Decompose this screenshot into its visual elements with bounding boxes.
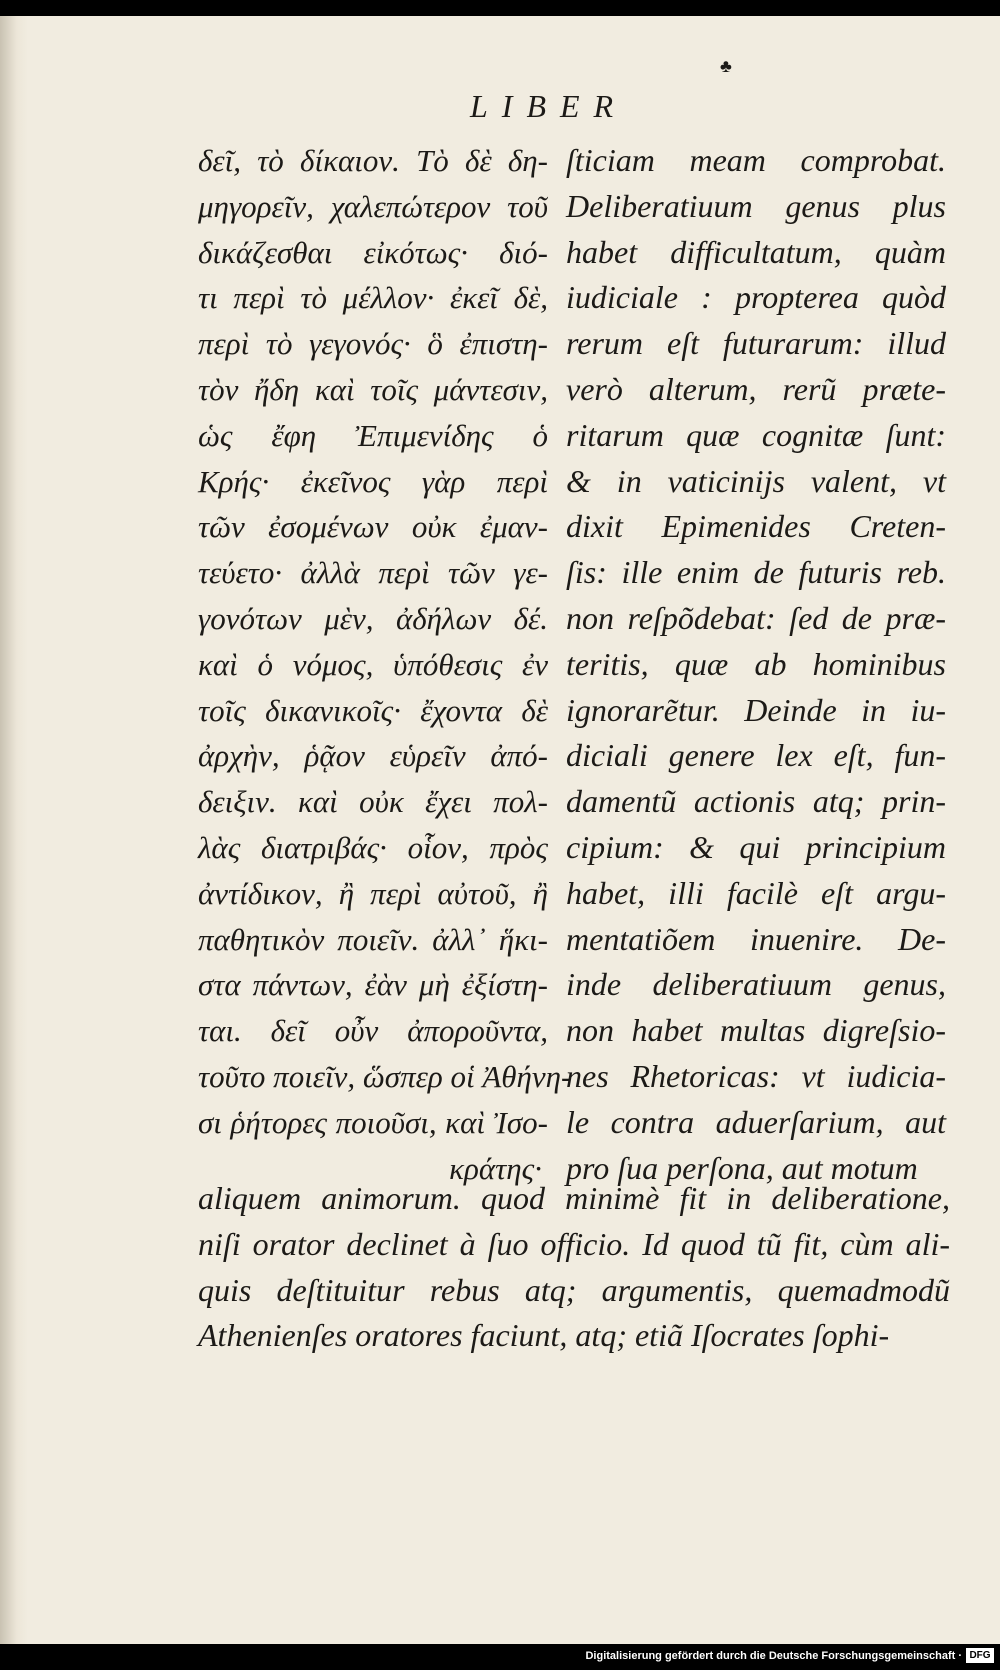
greek-text-line: σι ῥήτορες ποιοῦσι, καὶ Ἰσο-: [198, 1104, 548, 1140]
greek-text-line: γονότων μὲν, ἀδήλων δέ.: [198, 600, 548, 636]
latin-text-full-line: aliquem animorum. quod minimè fit in deliberatione,: [198, 1180, 950, 1216]
page-gutter: [0, 16, 28, 1644]
latin-text-line: Deliberatiuum genus plus: [566, 187, 946, 224]
greek-text-line: ἀντίδικον, ἢ περὶ αὐτοῦ, ἢ: [198, 875, 548, 911]
latin-text-line: diciali genere lex eſt, fun-: [566, 737, 946, 774]
latin-text-line: ignorarẽtur. Deinde in iu-: [566, 691, 946, 728]
greek-text-line: τοῦτο ποιεῖν, ὥσπερ οἱ Ἀθήνη-: [198, 1058, 572, 1094]
book-page: [0, 16, 1000, 1644]
latin-text-line: habet, illi facilè eſt argu-: [566, 874, 946, 911]
latin-text-line: non reſpõdebat: ſed de præ-: [566, 599, 946, 636]
latin-text-line: dixit Epimenides Creten-: [566, 508, 946, 545]
digitization-footer: [0, 1644, 1000, 1670]
dfg-logo: DFG: [966, 1648, 994, 1663]
latin-column: [566, 138, 946, 1191]
greek-text-line: τοῖς δικανικοῖς· ἔχοντα δὲ: [198, 692, 548, 728]
latin-text-full-line: niſi orator declinet à ſuo officio. Id quod tũ fit, cùm ali-: [198, 1225, 950, 1262]
greek-text-line: περὶ τὸ γεγονός· ὃ ἐπιστη-: [198, 326, 548, 362]
latin-text-full-line: quis deſtituitur rebus atq; argumentis, quemadmodũ: [198, 1271, 950, 1308]
greek-text-line: τῶν ἐσομένων οὐκ ἐμαν-: [198, 509, 548, 545]
greek-text-line: ὡς ἔφη Ἐπιμενίδης ὁ: [198, 417, 548, 453]
greek-text-line: στα πάντων, ἐὰν μὴ ἐξίστη-: [198, 967, 548, 1003]
latin-text-line: nes Rhetoricas: vt iudicia-: [566, 1057, 946, 1094]
latin-text-line: non habet multas digreſsio-: [566, 1012, 946, 1049]
greek-text-line: ται. δεῖ οὖν ἀποροῦντα,: [198, 1013, 548, 1049]
full-width-text: [198, 1176, 950, 1359]
latin-text-line: damentũ actionis atq; prin-: [566, 783, 946, 820]
greek-text-line: ἀρχὴν, ῥᾷον εὑρεῖν ἀπό-: [198, 738, 548, 774]
latin-text-line: ritarum quæ cognitæ ſunt:: [566, 416, 946, 453]
latin-text-line: rerum eſt futurarum: illud: [566, 325, 946, 362]
printer-mark: ♣: [720, 56, 732, 76]
latin-text-line: & in vaticinijs valent, vt: [566, 462, 946, 499]
greek-text-line: τεύετο· ἀλλὰ περὶ τῶν γε-: [198, 555, 548, 591]
greek-text-line: λὰς διατριβάς· οἷον, πρὸς: [198, 829, 548, 865]
latin-text-line: teritis, quæ ab hominibus: [566, 645, 946, 682]
latin-text-line: le contra aduerſarium, aut: [566, 1103, 946, 1140]
latin-text-line: verò alterum, rerũ præte-: [566, 370, 946, 407]
latin-text-line: inde deliberatiuum genus,: [566, 966, 946, 1003]
greek-text-line: τὸν ἤδη καὶ τοῖς μάντεσιν,: [198, 371, 548, 407]
greek-text-line: δειξιν. καὶ οὐκ ἔχει πολ-: [198, 784, 548, 820]
latin-text-line: habet difficultatum, quàm: [566, 233, 946, 270]
greek-text-line: Κρής· ἐκεῖνος γὰρ περὶ: [198, 463, 548, 499]
greek-text-line: τι περὶ τὸ μέλλον· ἐκεῖ δὲ,: [198, 280, 548, 316]
greek-text-line: καὶ ὁ νόμος, ὑπόθεσις ἐν: [198, 646, 548, 682]
latin-text-line: iudiciale : propterea quòd: [566, 279, 946, 316]
latin-text-line: pro ſua perſona, aut motum: [566, 1149, 918, 1186]
greek-text-line: παθητικὸν ποιεῖν. ἀλλ᾽ ἥκι-: [198, 921, 548, 957]
latin-text-line: ſis: ille enim de futuris reb.: [566, 554, 946, 591]
greek-text-line: δικάζεσθαι εἰκότως· διό-: [198, 234, 548, 270]
greek-text-line: κράτης·: [449, 1150, 542, 1186]
latin-text-line: ſticiam meam comprobat.: [566, 142, 946, 178]
page-header: LIBER: [470, 88, 628, 124]
greek-text-line: δεῖ, τὸ δίκαιον. Τὸ δὲ δη-: [198, 143, 548, 178]
latin-text-line: cipium: & qui principium: [566, 828, 946, 865]
greek-column: [198, 138, 572, 1191]
footer-credit: Digitalisierung gefördert durch die Deutsche Forschungsgemeinschaft ·: [585, 1650, 962, 1662]
greek-text-line: μηγορεῖν, χαλεπώτερον τοῦ: [198, 188, 548, 224]
latin-text-line: mentatiõem inuenire. De-: [566, 920, 946, 957]
latin-text-full-line: Athenienſes oratores faciunt, atq; etiã Iſocrates ſophi-: [198, 1317, 890, 1354]
